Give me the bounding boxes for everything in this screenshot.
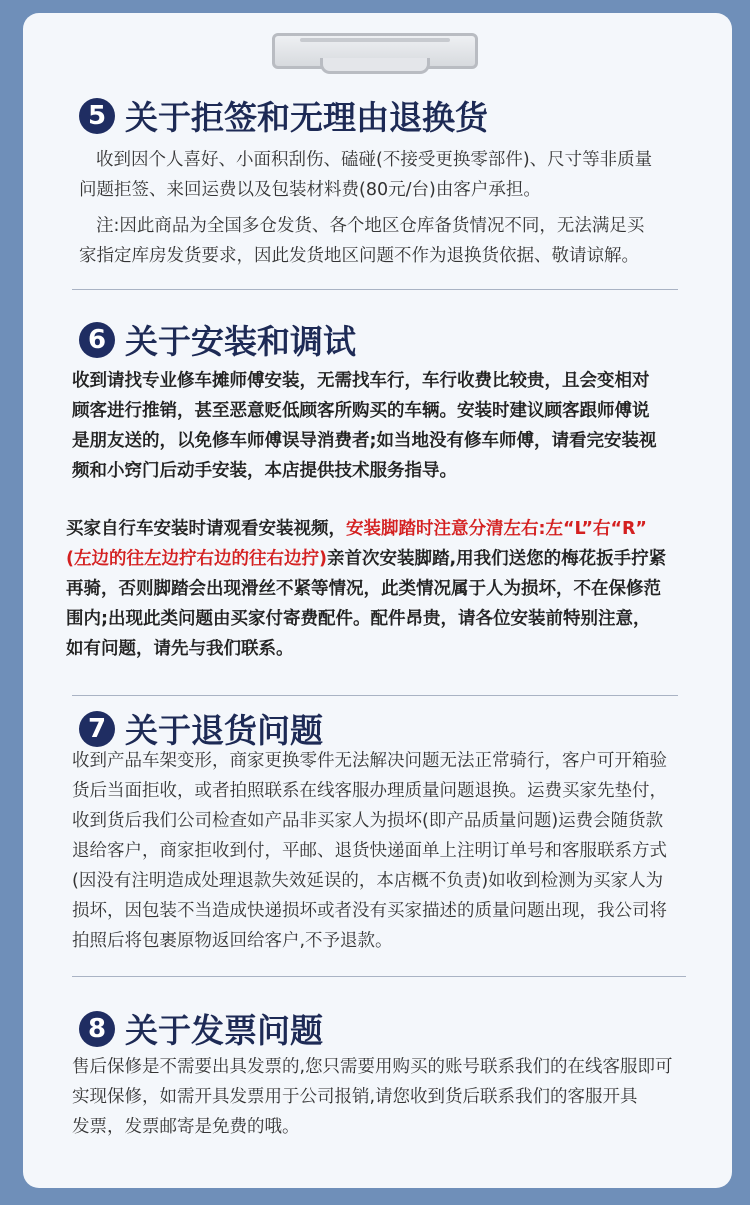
section-7-para-1: 收到产品车架变形，商家更换零件无法解决问题无法正常骑行，客户可开箱验 货后当面拒收，或者拍照联系在线客服办理质量问题退换。运费买家先垫付， 收到货后我们公司检查如产品非买家人为损坏(即产品质量问题)运费会随货款 退给客户，商家拒收到付，平邮、退货快递面单上注明订单号和客服联系方式 (因没有注明造成处理退款失效延误的，本店概不负责)如收到检测为买家人为 损坏，因包装不当造成快递损坏或者没有买家描述的质量问题出现，我公司将 拍照后将包裹原物返回给客户,不予退款。 [72, 751, 667, 951]
section-5-para-2: 注:因此商品为全国多仓发货、各个地区仓库备货情况不同，无法满足买 [96, 216, 645, 236]
number-8-badge: 8 [79, 1011, 115, 1047]
section-7-title: 关于退货问题 [125, 711, 323, 750]
section-5-heading [79, 92, 488, 139]
section-5-title: 关于拒签和无理由退换货 [125, 98, 488, 137]
section-8-title: 关于发票问题 [125, 1011, 323, 1050]
section-5-para-1: 收到因个人喜好、小面积刮伤、磕碰(不接受更换零部件)、尺寸等非质量 [96, 150, 653, 170]
section-8-para-1: 售后保修是不需要出具发票的,您只需要用购买的账号联系我们的在线客服即可 实现保修，如需开具发票用于公司报销,请您收到货后联系我们的客服开具 发票，发票邮寄是免费的哦。 [72, 1057, 673, 1137]
section-6-para-1: 收到请找专业修车摊师傅安装，无需找车行，车行收费比较贵，且会变相对 顾客进行推销，甚至恶意贬低顾客所购买的车辆。安装时建议顾客跟师傅说 是朋友送的，以免修车师傅误导消费者;如当地没有修车师傅，请看完安装视 频和小窍门后动手安装，本店提供技术服务指导。 [72, 371, 657, 481]
section-6-para-2: 买家自行车安装时请观看安装视频，安装脚踏时注意分清左右:左“L”右“R” (左边的往左边拧右边的往右边拧)亲首次安装脚踏,用我们送您的梅花扳手拧紧 再骑，否则脚踏会出现滑丝不紧等情况，此类情况属于人为损坏，不在保修范 围内;出现此类问题由买家付寄费配件。配件昂贵，请各位安装前特别注意， 如有问题，请先与我们联系。 [66, 519, 667, 659]
section-5-para-1-cont: 问题拒签、来回运费以及包装材料费(80元/台)由客户承担。 [79, 180, 541, 200]
divider [72, 695, 678, 696]
section-7-heading [79, 705, 323, 752]
clipboard-clip-notch [320, 58, 430, 74]
number-7-badge: 7 [79, 711, 115, 747]
section-5-para-2-cont: 家指定库房发货要求，因此发货地区问题不作为退换货依据、敬请谅解。 [79, 246, 639, 266]
section-8-heading [79, 1005, 323, 1052]
number-5-badge: 5 [79, 98, 115, 134]
clipboard-clip-bar [300, 38, 450, 42]
number-6-badge: 6 [79, 322, 115, 358]
section-6-title: 关于安装和调试 [125, 322, 356, 361]
divider [72, 976, 686, 977]
section-6-heading [79, 316, 356, 363]
divider [72, 289, 678, 290]
